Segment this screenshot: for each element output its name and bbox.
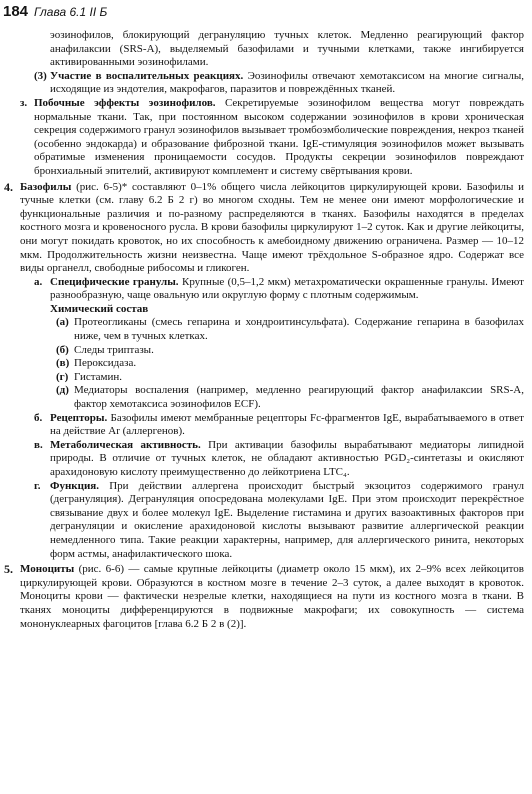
paragraph-heading: Химический состав	[50, 302, 149, 315]
paragraph-bv	[0, 439, 532, 480]
paragraph-text: Эозинофилы отвечают хемотаксисом на многие сигналы, исходящие из эндотелия, макрофагов, паразитов и повреждённых тканей.	[50, 69, 524, 96]
paragraph-heading: Функция.	[50, 479, 100, 492]
paragraph-text: Медиаторы воспаления (например, медленно реагирующий фактор анафилаксии SRS-A, фактор хемотаксиса эозинофилов ECF).	[74, 384, 524, 411]
paragraph-c5	[0, 384, 532, 411]
paragraph-ba	[0, 276, 532, 303]
paragraph-text: эозинофилов, блокирующий дегрануляцию тучных клеток. Медленно реагирующий фактор анафилаксии (SRS-A), выделяемый базофилами и тучными клетками, также ингибируется активированными эозинофилами.	[50, 29, 524, 69]
list-marker: (3)	[34, 69, 47, 82]
list-marker: г.	[34, 479, 41, 492]
list-marker: (г)	[56, 370, 69, 383]
paragraph-text: Крупные (0,5–1,2 мкм) метахроматически окрашенные гранулы. Имеют разнообразную, чаще овальную или округлую форму с плотным содержимым.	[50, 275, 524, 302]
paragraph-i3	[0, 70, 532, 97]
paragraph-text: Следы триптазы.	[74, 343, 154, 356]
paragraph-heading: Специфические гранулы.	[50, 275, 179, 288]
list-marker: 4.	[4, 179, 13, 194]
list-marker: (д)	[56, 384, 69, 397]
page-body	[0, 29, 532, 631]
paragraph-c3	[0, 357, 532, 371]
page-number: 184	[3, 3, 29, 20]
list-marker: (а)	[56, 316, 69, 329]
list-marker: а.	[34, 275, 43, 288]
paragraph-z	[0, 97, 532, 179]
paragraph-text: Пероксидаза.	[74, 357, 137, 370]
paragraph-text: При действии аллергена происходит быстрый экзоцитоз содержимого гранул (дегрануляция). Дегрануляция опосредована молекулами IgE. При этом происходит перекрёстное связывание двух и более молекул IgE. Выделение гистамина и других вазоактивных факторов при дегрануляции и окисление арахидоновой кислоты вызывают развитие аллергической реакции немедленного типа. Такие реакции характерны, например, для аллергического ринита, некоторых форм астмы, анафилактического шока.	[50, 479, 524, 560]
paragraph-bb	[0, 412, 532, 439]
list-marker: б.	[34, 411, 43, 424]
paragraph-heading: Участие в воспалительных реакциях.	[50, 69, 244, 82]
paragraph-heading: Рецепторы.	[50, 411, 108, 424]
list-marker: з.	[20, 96, 28, 109]
paragraph-chem	[0, 303, 532, 317]
paragraph-heading: Базофилы	[20, 180, 72, 193]
chapter-label: Глава 6.1 II Б	[34, 5, 108, 19]
paragraph-text: При активации базофилы вырабатывают медиаторы липидной природы. В отличие от тучных клеток, не обладают активностью PGD₂-синтетазы и окисляют арахидоновую кислоту преимущественно до лейкотриена LTC₄.	[50, 438, 525, 478]
paragraph-c2	[0, 344, 532, 358]
paragraph-m5	[0, 563, 532, 631]
paragraph-text: (рис. 6-5)* составляют 0–1% общего числа лейкоцитов циркулирующей крови. Базофилы и тучные клетки (см. главу 6.2 Б 2 г) во многом сходны. Тем не менее они имеют морфологические и функциональные различия и по-разному распределяются в тканях. Базофилы находятся в пределах костного мозга и кровеносного русла. В крови базофилы циркулируют 1–2 суток. Как и другие лейкоциты, они могут покидать кровоток, но их способность к амебоидному движению ограничена. Размер — 10–12 мкм. Продолжительность жизни неизвестна. Чаще имеют трёхдольное S-образное ядро. Содержат все виды органелл, свободные рибосомы и гликоген.	[20, 180, 524, 275]
list-marker: 5.	[4, 562, 13, 577]
paragraph-c1	[0, 316, 532, 343]
running-header	[3, 3, 107, 25]
paragraph-heading: Метаболическая активность.	[50, 438, 201, 451]
paragraph-heading: Побочные эффекты эозинофилов.	[34, 96, 216, 109]
paragraph-text: (рис. 6-6) — самые крупные лейкоциты (диаметр около 15 мкм), их 2–9% всех лейкоцитов циркулирующей крови. Образуются в костном мозге в течение 2–3 суток, а далее выходят в кровоток. Моноциты крови — фактически незрелые клетки, находящиеся на пути из костного мозга в ткани. В тканях моноциты дифференцируются в подвижные макрофаги; их совокупность — система мононуклеарных фагоцитов [глава 6.2 Б 2 в (2)].	[20, 563, 524, 630]
paragraph-c4	[0, 371, 532, 385]
paragraph-text: Протеогликаны (смесь гепарина и хондроитинсульфата). Содержание гепарина в базофилах ниже, чем в тучных клетках.	[74, 316, 524, 343]
paragraph-heading: Моноциты	[20, 563, 75, 576]
list-marker: в.	[34, 438, 43, 451]
paragraph-b4	[0, 181, 532, 276]
paragraph-cont	[0, 29, 532, 70]
list-marker: (в)	[56, 357, 70, 370]
paragraph-bg	[0, 480, 532, 562]
paragraph-text: Секретируемые эозинофилом вещества могут повреждать нормальные ткани. Так, при постоянном высоком содержании эозинофилов в крови хроническая секреция содержимого гранул эозинофилов вызывает тромбоэмболические повреждения, некроз тканей (особенно эндокарда) и образование фиброзной ткани. IgE-стимуляция эозинофилов может вызывать обратимые изменения проницаемости сосудов. Продукты секреции эозинофилов повреждают бронхиальный эпителий, активируют комплемент и систему свёртывания крови.	[34, 96, 524, 177]
paragraph-text: Базофилы имеют мембранные рецепторы Fc-фрагментов IgE, вырабатываемого в ответ на действие Ar (аллергенов).	[50, 411, 524, 438]
paragraph-text: Гистамин.	[74, 370, 123, 383]
list-marker: (б)	[56, 343, 69, 356]
